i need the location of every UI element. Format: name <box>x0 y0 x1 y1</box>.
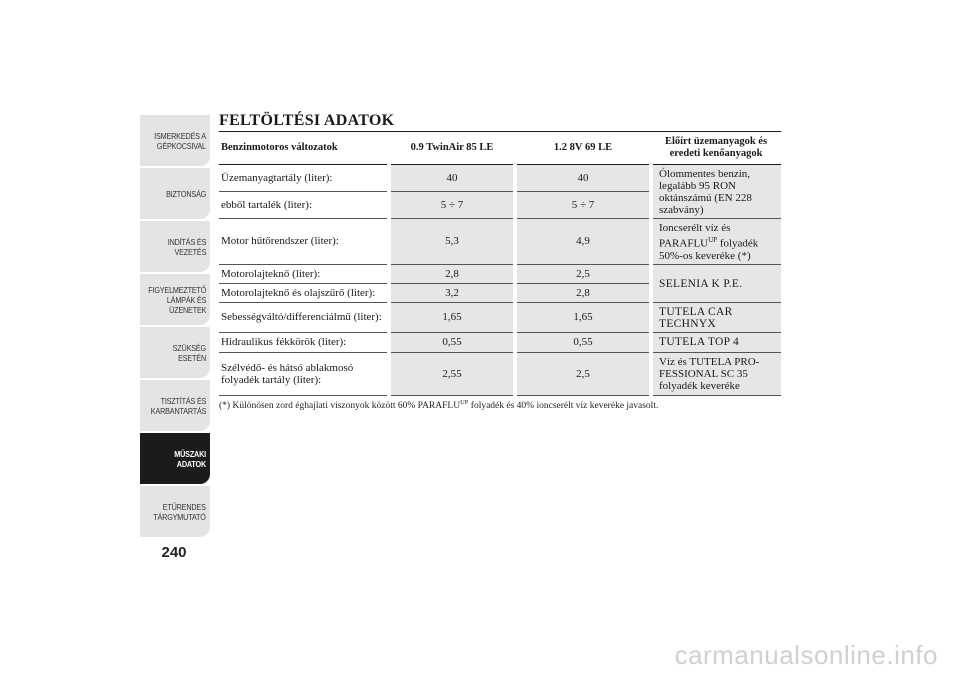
cell-value: 4,9 <box>515 219 651 265</box>
cell-value: 5,3 <box>389 219 515 265</box>
row-label: Üzemanyagtartály (liter): <box>219 165 389 192</box>
column-header: 1.2 8V 69 LE <box>515 132 651 165</box>
tab-szukseg[interactable] <box>140 327 210 378</box>
cell-value: 40 <box>515 165 651 192</box>
tab-label: ETŰRENDES TÁRGYMUTATÓ <box>153 501 206 522</box>
row-label: Motorolajteknő (liter): <box>219 264 389 283</box>
spec-brake: TUTELA TOP 4 <box>651 332 781 352</box>
cell-value: 2,8 <box>515 283 651 302</box>
tab-label: SZÜKSÉG ESETÉN <box>172 342 206 363</box>
row-label: Sebességváltó/differenciálmű (liter): <box>219 302 389 332</box>
tab-label: ISMERKEDÉS A GÉPKOCSIVAL <box>154 130 206 151</box>
tab-targymutato[interactable] <box>140 486 210 537</box>
table-row <box>219 264 781 283</box>
column-header: Előírt üzemanyagok és eredeti kenőanyagok <box>651 132 781 165</box>
tab-ismerkedes[interactable] <box>140 115 210 166</box>
page-number: 240 <box>161 544 187 561</box>
cell-value: 0,55 <box>389 332 515 352</box>
column-header: Benzinmotoros változatok <box>219 132 389 165</box>
cell-value: 2,8 <box>389 264 515 283</box>
page-title: FELTÖLTÉSI ADATOK <box>219 112 395 129</box>
spec-oil: SELENIA K P.E. <box>651 264 781 302</box>
cell-value: 1,65 <box>389 302 515 332</box>
spec-coolant <box>651 219 781 265</box>
section-tabs <box>140 115 210 539</box>
row-label: Motor hűtőrendszer (liter): <box>219 219 389 265</box>
tab-biztonsag[interactable] <box>140 168 210 219</box>
tab-label: BIZTONSÁG <box>165 188 206 199</box>
tab-muszaki-adatok[interactable] <box>140 433 210 484</box>
row-label: Szélvédő- és hátsó ablakmosó folyadék tartály (liter): <box>219 352 389 395</box>
tab-figyelmezteto[interactable] <box>140 274 210 325</box>
table-row <box>219 302 781 332</box>
table-row <box>219 219 781 265</box>
cell-value: 40 <box>389 165 515 192</box>
cell-value: 2,5 <box>515 352 651 395</box>
cell-value: 5 ÷ 7 <box>515 192 651 219</box>
footnote-text: folyadék és 40% ioncserélt víz keveréke javasolt. <box>468 401 659 412</box>
cell-value: 3,2 <box>389 283 515 302</box>
capacity-table <box>219 131 781 396</box>
table-row <box>219 165 781 192</box>
tab-label: MŰSZAKI ADATOK <box>174 448 206 469</box>
tab-label: TISZTÍTÁS ÉS KARBANTARTÁS <box>150 395 206 416</box>
cell-value: 5 ÷ 7 <box>389 192 515 219</box>
table-row <box>219 332 781 352</box>
spec-washer: Víz és TUTELA PRO-FESSIONAL SC 35 folyadék keveréke <box>651 352 781 395</box>
row-label: Motorolajteknő és olajszűrő (liter): <box>219 283 389 302</box>
tab-label: FIGYELMEZTETŐ LÁMPÁK ÉS ÜZENETEK <box>147 284 206 315</box>
watermark: carmanualsonline.info <box>674 640 938 670</box>
superscript: UP <box>460 399 469 406</box>
spec-gearbox: TUTELA CAR TECHNYX <box>651 302 781 332</box>
spec-coolant-text: folyadék 50%-os keveréke (*) <box>659 237 759 262</box>
row-label: ebből tartalék (liter): <box>219 192 389 219</box>
tab-tisztitas[interactable] <box>140 380 210 431</box>
tab-label: INDÍTÁS ÉS VEZETÉS <box>167 236 206 257</box>
cell-value: 2,5 <box>515 264 651 283</box>
table-header-row <box>219 132 781 165</box>
footnote <box>219 399 819 411</box>
cell-value: 1,65 <box>515 302 651 332</box>
column-header: 0.9 TwinAir 85 LE <box>389 132 515 165</box>
spec-fuel: Ólommentes benzin, legalább 95 RON oktánszámú (EN 228 szabvány) <box>651 165 781 219</box>
footnote-text: (*) Különösen zord éghajlati viszonyok között 60% PARAFLU <box>219 401 461 412</box>
row-label: Hidraulikus fékkörök (liter): <box>219 332 389 352</box>
spec-coolant-text: Ioncserélt víz és PARAFLU <box>659 222 731 250</box>
table-row <box>219 352 781 395</box>
superscript: UP <box>708 236 718 244</box>
cell-value: 0,55 <box>515 332 651 352</box>
tab-inditas[interactable] <box>140 221 210 272</box>
cell-value: 2,55 <box>389 352 515 395</box>
